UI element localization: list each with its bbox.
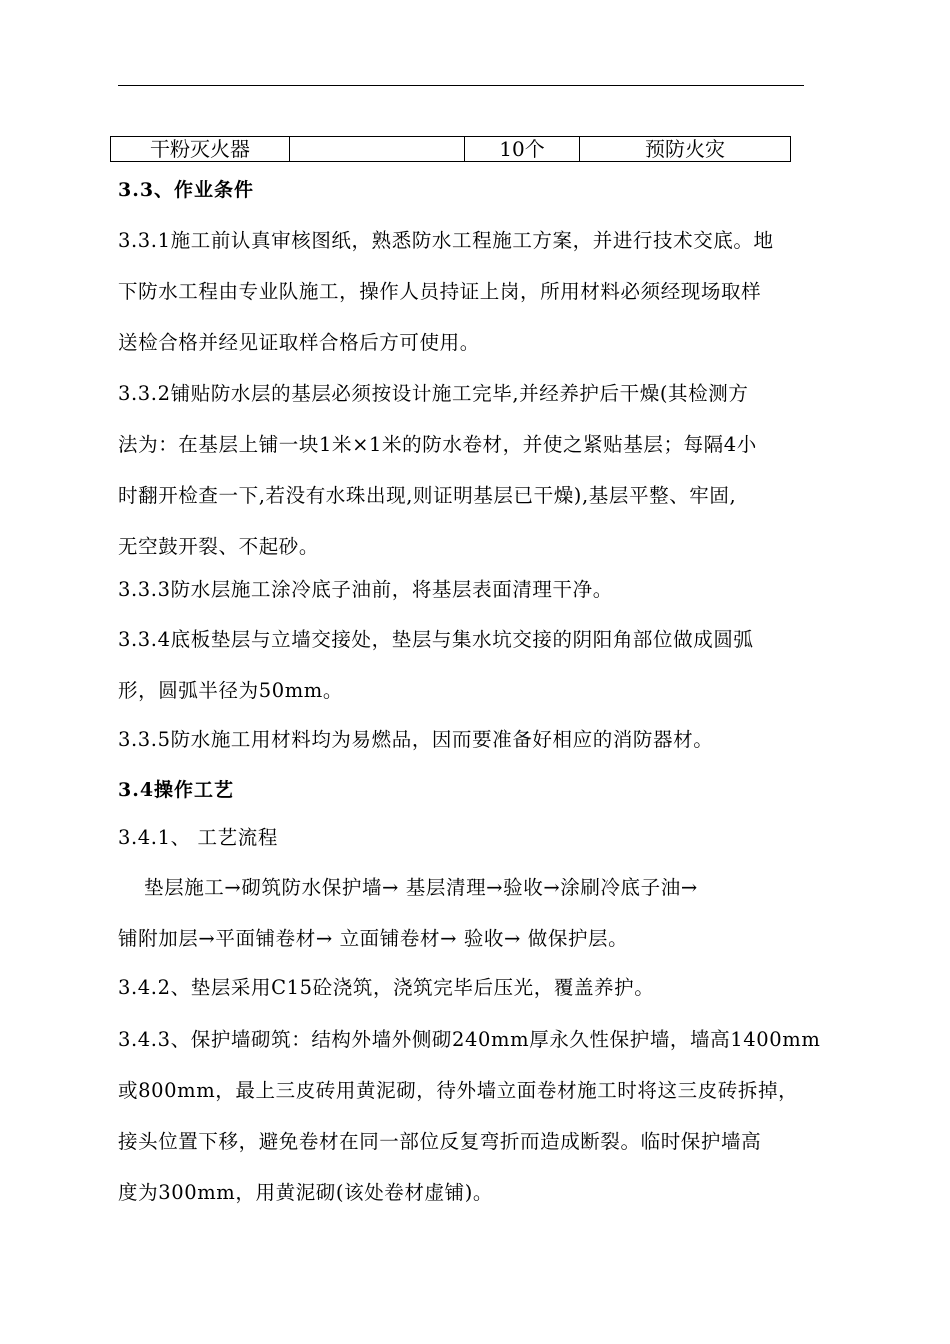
- text-line: 无空鼓开裂、不起砂。: [118, 535, 320, 558]
- text-line: 或800mm，最上三皮砖用黄泥砌，待外墙立面卷材施工时将这三皮砖拆掉，: [118, 1079, 799, 1102]
- header-rule: [118, 85, 804, 86]
- text-line: 3.4.2、垫层采用C15砼浇筑，浇筑完毕后压光，覆盖养护。: [118, 976, 655, 999]
- text-line: 3.4.3、保护墙砌筑：结构外墙外侧砌240mm厚永久性保护墙，墙高1400mm: [118, 1028, 821, 1051]
- process-flow: [118, 862, 834, 964]
- text-line: 度为300mm，用黄泥砌(该处卷材虚铺)。: [118, 1181, 494, 1204]
- equipment-table: [110, 136, 791, 162]
- text-line: 3.4.1、 工艺流程: [118, 826, 278, 849]
- section-heading-3-4: 3.4操作工艺: [118, 779, 235, 801]
- table-row: [111, 137, 791, 162]
- paragraph-3-3-4: [118, 614, 834, 716]
- table-cell-item: 干粉灭火器: [111, 137, 290, 162]
- text-line: 形，圆弧半径为50mm。: [118, 679, 343, 702]
- text-line: 3.3.1施工前认真审核图纸，熟悉防水工程施工方案，并进行技术交底。地: [118, 229, 774, 252]
- text-line: 下防水工程由专业队施工，操作人员持证上岗，所用材料必须经现场取样: [118, 280, 762, 303]
- text-line: 3.3.2铺贴防水层的基层必须按设计施工完毕,并经养护后干燥(其检测方: [118, 382, 749, 405]
- paragraph-3-3-5: [118, 714, 834, 765]
- table-cell-purpose: 预防火灾: [580, 137, 791, 162]
- paragraph-3-3-1: [118, 215, 834, 368]
- text-line: 3.3.3防水层施工涂冷底子油前，将基层表面清理干净。: [118, 578, 613, 601]
- paragraph-3-3-2: [118, 368, 834, 572]
- paragraph-3-4-2: [118, 962, 834, 1013]
- text-line: 法为：在基层上铺一块1米×1米的防水卷材，并使之紧贴基层；每隔4小: [118, 433, 757, 456]
- text-line: 3.3.4底板垫层与立墙交接处，垫层与集水坑交接的阴阳角部位做成圆弧: [118, 628, 754, 651]
- section-heading-3-3: 3.3、作业条件: [118, 179, 255, 201]
- table-cell-spec: [290, 137, 465, 162]
- table-cell-quantity: 10个: [465, 137, 580, 162]
- flow-line: 垫层施工→砌筑防水保护墙→ 基层清理→验收→涂刷冷底子油→: [144, 876, 698, 899]
- text-line: 3.3.5防水施工用材料均为易燃品，因而要准备好相应的消防器材。: [118, 728, 714, 751]
- flow-line: 铺附加层→平面铺卷材→ 立面铺卷材→ 验收→ 做保护层。: [118, 927, 629, 950]
- text-line: 送检合格并经见证取样合格后方可使用。: [118, 331, 480, 354]
- paragraph-3-4-1-title: [118, 812, 834, 863]
- paragraph-3-4-3: [118, 1014, 834, 1218]
- paragraph-3-3-3: [118, 564, 834, 615]
- text-line: 接头位置下移，避免卷材在同一部位反复弯折而造成断裂。临时保护墙高: [118, 1130, 762, 1153]
- text-line: 时翻开检查一下,若没有水珠出现,则证明基层已干燥),基层平整、牢固,: [118, 484, 737, 507]
